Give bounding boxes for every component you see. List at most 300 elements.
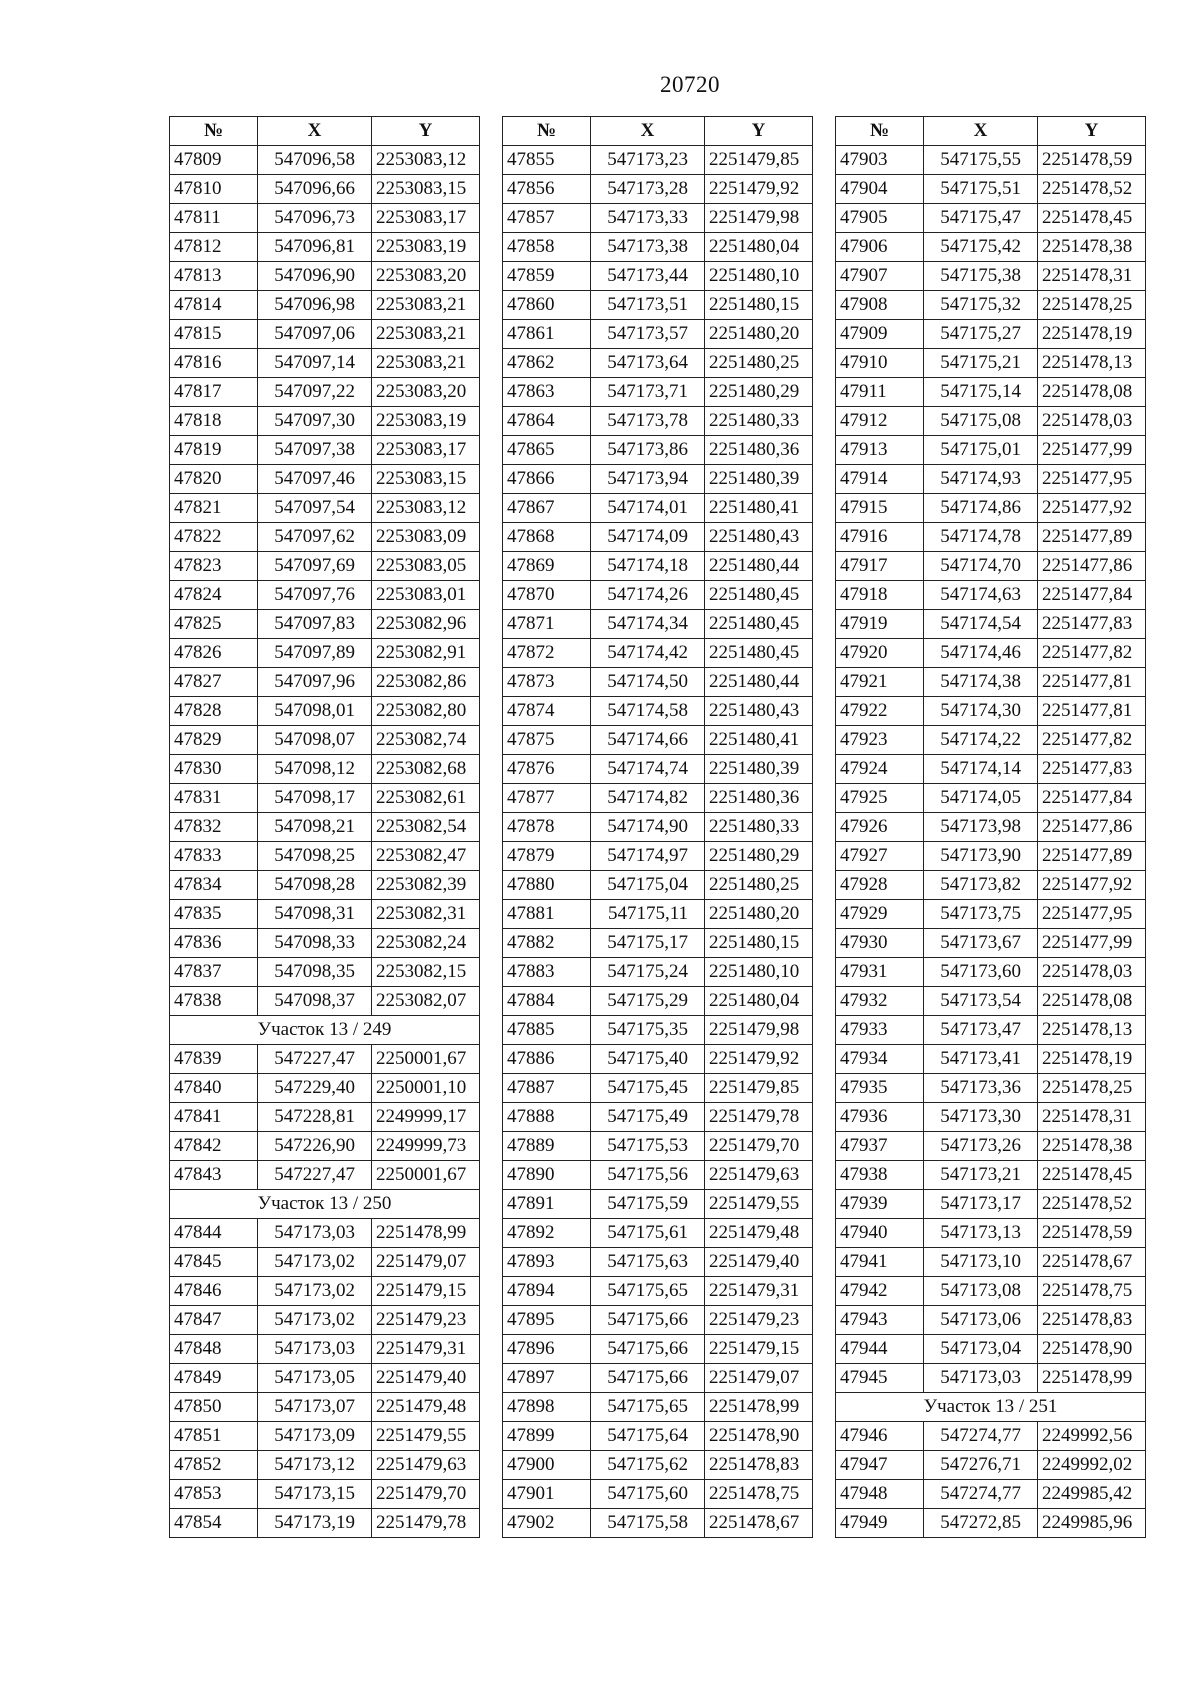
table-row [503,610,813,639]
table-row [170,1045,480,1074]
table-row [170,813,480,842]
table-row [503,262,813,291]
y-coordinate: 2251477,86 [1038,813,1146,842]
x-coordinate: 547173,02 [258,1277,372,1306]
table-row [836,378,1146,407]
y-coordinate: 2251479,98 [705,204,813,233]
y-coordinate: 2251479,63 [705,1161,813,1190]
point-number: 47851 [170,1422,258,1451]
x-coordinate: 547173,54 [924,987,1038,1016]
point-number: 47875 [503,726,591,755]
table-row [170,494,480,523]
x-coordinate: 547175,11 [591,900,705,929]
point-number: 47902 [503,1509,591,1538]
point-number: 47921 [836,668,924,697]
y-coordinate: 2251479,23 [705,1306,813,1335]
table-row [836,813,1146,842]
table-row [836,233,1146,262]
point-number: 47855 [503,146,591,175]
point-number: 47935 [836,1074,924,1103]
point-number: 47831 [170,784,258,813]
x-coordinate: 547227,47 [258,1045,372,1074]
point-number: 47892 [503,1219,591,1248]
x-coordinate: 547173,86 [591,436,705,465]
x-coordinate: 547175,40 [591,1045,705,1074]
x-coordinate: 547098,01 [258,697,372,726]
table-row [503,958,813,987]
point-number: 47925 [836,784,924,813]
x-coordinate: 547175,27 [924,320,1038,349]
section-row [170,1190,480,1219]
table-row [503,639,813,668]
table-row [170,204,480,233]
table-row [170,726,480,755]
point-number: 47842 [170,1132,258,1161]
table-row [503,552,813,581]
table-row [503,1132,813,1161]
x-coordinate: 547175,04 [591,871,705,900]
y-coordinate: 2251479,55 [372,1422,480,1451]
table-row [836,900,1146,929]
y-coordinate: 2251480,44 [705,552,813,581]
y-coordinate: 2251477,89 [1038,842,1146,871]
y-coordinate: 2251480,15 [705,929,813,958]
point-number: 47938 [836,1161,924,1190]
x-coordinate: 547173,26 [924,1132,1038,1161]
y-coordinate: 2251478,83 [1038,1306,1146,1335]
table-row [170,552,480,581]
y-coordinate: 2251477,83 [1038,610,1146,639]
table-row [170,320,480,349]
y-coordinate: 2250001,10 [372,1074,480,1103]
table-header-row [836,117,1146,146]
y-coordinate: 2251478,38 [1038,233,1146,262]
y-coordinate: 2251478,13 [1038,349,1146,378]
x-coordinate: 547098,07 [258,726,372,755]
point-number: 47848 [170,1335,258,1364]
point-number: 47944 [836,1335,924,1364]
table-row [503,813,813,842]
table-row [836,320,1146,349]
x-coordinate: 547098,12 [258,755,372,784]
x-coordinate: 547175,62 [591,1451,705,1480]
y-coordinate: 2251477,84 [1038,784,1146,813]
point-number: 47821 [170,494,258,523]
point-number: 47833 [170,842,258,871]
point-number: 47885 [503,1016,591,1045]
table-row [503,697,813,726]
table-row [170,784,480,813]
point-number: 47825 [170,610,258,639]
y-coordinate: 2251478,08 [1038,378,1146,407]
table-header-row [170,117,480,146]
x-coordinate: 547175,66 [591,1364,705,1393]
x-coordinate: 547173,64 [591,349,705,378]
table-row [503,407,813,436]
y-coordinate: 2253083,19 [372,233,480,262]
x-coordinate: 547175,65 [591,1393,705,1422]
x-coordinate: 547097,96 [258,668,372,697]
y-coordinate: 2250001,67 [372,1161,480,1190]
x-coordinate: 547174,50 [591,668,705,697]
point-number: 47886 [503,1045,591,1074]
point-number: 47854 [170,1509,258,1538]
table-row [170,1451,480,1480]
table-row [503,1248,813,1277]
y-coordinate: 2251479,85 [705,1074,813,1103]
x-coordinate: 547097,38 [258,436,372,465]
y-coordinate: 2251480,33 [705,407,813,436]
y-coordinate: 2251480,29 [705,842,813,871]
table-row [836,204,1146,233]
point-number: 47916 [836,523,924,552]
x-coordinate: 547098,33 [258,929,372,958]
table-row [170,1335,480,1364]
table-row [836,1277,1146,1306]
table-row [170,1509,480,1538]
x-coordinate: 547175,01 [924,436,1038,465]
x-coordinate: 547097,62 [258,523,372,552]
table-row [836,1451,1146,1480]
y-coordinate: 2251480,04 [705,233,813,262]
point-number: 47824 [170,581,258,610]
y-coordinate: 2253083,15 [372,465,480,494]
table-row [503,523,813,552]
point-number: 47858 [503,233,591,262]
x-coordinate: 547175,47 [924,204,1038,233]
x-coordinate: 547096,58 [258,146,372,175]
x-coordinate: 547097,46 [258,465,372,494]
number-column-header: № [503,117,591,146]
table-row [836,1103,1146,1132]
y-coordinate: 2251479,07 [372,1248,480,1277]
point-number: 47949 [836,1509,924,1538]
x-coordinate: 547097,22 [258,378,372,407]
y-coordinate: 2253083,05 [372,552,480,581]
point-number: 47910 [836,349,924,378]
table-row [836,1422,1146,1451]
x-coordinate: 547096,73 [258,204,372,233]
x-coordinate: 547173,03 [924,1364,1038,1393]
x-coordinate: 547175,24 [591,958,705,987]
y-coordinate: 2251479,92 [705,1045,813,1074]
point-number: 47919 [836,610,924,639]
point-number: 47844 [170,1219,258,1248]
x-coordinate: 547174,97 [591,842,705,871]
x-coordinate: 547096,81 [258,233,372,262]
point-number: 47871 [503,610,591,639]
y-coordinate: 2253082,47 [372,842,480,871]
table-row [503,494,813,523]
table-row [503,842,813,871]
table-row [170,436,480,465]
table-row [503,349,813,378]
point-number: 47915 [836,494,924,523]
table-row [503,1161,813,1190]
x-coordinate: 547173,94 [591,465,705,494]
point-number: 47936 [836,1103,924,1132]
table-row [836,1219,1146,1248]
point-number: 47884 [503,987,591,1016]
point-number: 47900 [503,1451,591,1480]
x-coordinate: 547175,17 [591,929,705,958]
table-row [503,1045,813,1074]
x-coordinate: 547096,98 [258,291,372,320]
point-number: 47828 [170,697,258,726]
table-row [836,639,1146,668]
table-row [503,900,813,929]
x-coordinate: 547173,44 [591,262,705,291]
table-row [836,1335,1146,1364]
point-number: 47836 [170,929,258,958]
point-number: 47924 [836,755,924,784]
y-coordinate: 2253082,96 [372,610,480,639]
y-coordinate: 2253083,17 [372,436,480,465]
table-row [170,929,480,958]
x-column-header: X [258,117,372,146]
y-coordinate: 2251477,92 [1038,871,1146,900]
section-title: Участок 13 / 250 [170,1190,480,1219]
x-coordinate: 547097,30 [258,407,372,436]
x-coordinate: 547173,75 [924,900,1038,929]
table-row [836,407,1146,436]
x-coordinate: 547229,40 [258,1074,372,1103]
y-coordinate: 2251478,90 [705,1422,813,1451]
table-row [836,1045,1146,1074]
y-coordinate: 2251478,67 [705,1509,813,1538]
y-coordinate: 2251479,07 [705,1364,813,1393]
y-coordinate: 2253083,20 [372,262,480,291]
table-row [503,1190,813,1219]
x-coordinate: 547174,42 [591,639,705,668]
table-row [836,668,1146,697]
table-row [836,1161,1146,1190]
y-coordinate: 2253083,12 [372,494,480,523]
table-row [170,523,480,552]
x-coordinate: 547096,90 [258,262,372,291]
point-number: 47827 [170,668,258,697]
table-row [503,581,813,610]
point-number: 47912 [836,407,924,436]
y-coordinate: 2251477,86 [1038,552,1146,581]
table-row [170,639,480,668]
x-coordinate: 547175,08 [924,407,1038,436]
point-number: 47837 [170,958,258,987]
point-number: 47903 [836,146,924,175]
y-coordinate: 2251479,55 [705,1190,813,1219]
point-number: 47865 [503,436,591,465]
table-row [503,146,813,175]
point-number: 47830 [170,755,258,784]
point-number: 47829 [170,726,258,755]
point-number: 47895 [503,1306,591,1335]
x-coordinate: 547097,89 [258,639,372,668]
y-coordinate: 2251477,81 [1038,668,1146,697]
x-coordinate: 547173,09 [258,1422,372,1451]
point-number: 47817 [170,378,258,407]
y-coordinate: 2251479,15 [372,1277,480,1306]
point-number: 47876 [503,755,591,784]
x-coordinate: 547173,78 [591,407,705,436]
table-row [836,349,1146,378]
x-coordinate: 547174,74 [591,755,705,784]
point-number: 47873 [503,668,591,697]
x-coordinate: 547175,56 [591,1161,705,1190]
point-number: 47891 [503,1190,591,1219]
point-number: 47839 [170,1045,258,1074]
point-number: 47931 [836,958,924,987]
table-row [503,784,813,813]
table-row [170,1422,480,1451]
y-coordinate: 2251479,92 [705,175,813,204]
section-row [170,1016,480,1045]
table-row [503,1335,813,1364]
x-coordinate: 547173,28 [591,175,705,204]
point-number: 47866 [503,465,591,494]
page-number: 20720 [660,72,720,97]
point-number: 47887 [503,1074,591,1103]
table-row [170,1219,480,1248]
point-number: 47874 [503,697,591,726]
number-column-header: № [836,117,924,146]
y-coordinate: 2251480,10 [705,262,813,291]
point-number: 47818 [170,407,258,436]
point-number: 47856 [503,175,591,204]
x-coordinate: 547173,41 [924,1045,1038,1074]
y-coordinate: 2253082,24 [372,929,480,958]
point-number: 47841 [170,1103,258,1132]
x-coordinate: 547173,98 [924,813,1038,842]
y-coordinate: 2253083,09 [372,523,480,552]
x-coordinate: 547174,66 [591,726,705,755]
table-row [170,1277,480,1306]
point-number: 47850 [170,1393,258,1422]
point-number: 47908 [836,291,924,320]
table-row [170,1248,480,1277]
x-coordinate: 547173,38 [591,233,705,262]
point-number: 47940 [836,1219,924,1248]
y-coordinate: 2251480,39 [705,755,813,784]
y-coordinate: 2251477,95 [1038,465,1146,494]
x-coordinate: 547175,29 [591,987,705,1016]
point-number: 47946 [836,1422,924,1451]
x-coordinate: 547097,69 [258,552,372,581]
table-row [503,929,813,958]
point-number: 47899 [503,1422,591,1451]
point-number: 47928 [836,871,924,900]
x-coordinate: 547173,30 [924,1103,1038,1132]
table-row [503,291,813,320]
y-coordinate: 2251477,82 [1038,726,1146,755]
x-coordinate: 547175,38 [924,262,1038,291]
x-coordinate: 547173,02 [258,1248,372,1277]
point-number: 47913 [836,436,924,465]
point-number: 47869 [503,552,591,581]
point-number: 47881 [503,900,591,929]
table-row [836,610,1146,639]
x-coordinate: 547175,53 [591,1132,705,1161]
x-coordinate: 547098,35 [258,958,372,987]
point-number: 47843 [170,1161,258,1190]
table-row [836,784,1146,813]
y-coordinate: 2251479,31 [372,1335,480,1364]
y-coordinate: 2253082,61 [372,784,480,813]
y-coordinate: 2253083,21 [372,349,480,378]
y-coordinate: 2251479,98 [705,1016,813,1045]
table-row [836,1016,1146,1045]
y-coordinate: 2251480,43 [705,697,813,726]
table-row [836,1364,1146,1393]
y-coordinate: 2253082,15 [372,958,480,987]
x-coordinate: 547173,15 [258,1480,372,1509]
point-number: 47896 [503,1335,591,1364]
point-number: 47849 [170,1364,258,1393]
y-coordinate: 2251478,52 [1038,175,1146,204]
x-coordinate: 547227,47 [258,1161,372,1190]
table-row [836,726,1146,755]
x-coordinate: 547175,64 [591,1422,705,1451]
y-coordinate: 2251480,41 [705,494,813,523]
point-number: 47897 [503,1364,591,1393]
table-row [836,465,1146,494]
x-coordinate: 547173,05 [258,1364,372,1393]
x-coordinate: 547175,66 [591,1306,705,1335]
table-row [503,1277,813,1306]
y-coordinate: 2251479,48 [705,1219,813,1248]
y-coordinate: 2251478,67 [1038,1248,1146,1277]
table-row [836,871,1146,900]
x-coordinate: 547175,66 [591,1335,705,1364]
x-coordinate: 547175,32 [924,291,1038,320]
table-row [836,755,1146,784]
x-coordinate: 547173,12 [258,1451,372,1480]
table-row [836,929,1146,958]
x-coordinate: 547096,66 [258,175,372,204]
point-number: 47838 [170,987,258,1016]
point-number: 47819 [170,436,258,465]
x-coordinate: 547173,08 [924,1277,1038,1306]
y-coordinate: 2251480,45 [705,639,813,668]
table-row [836,436,1146,465]
point-number: 47814 [170,291,258,320]
x-coordinate: 547173,71 [591,378,705,407]
y-coordinate: 2251478,19 [1038,1045,1146,1074]
table-row [170,1306,480,1335]
x-coordinate: 547175,35 [591,1016,705,1045]
y-coordinate: 2253082,68 [372,755,480,784]
point-number: 47864 [503,407,591,436]
y-coordinate: 2251480,29 [705,378,813,407]
point-number: 47834 [170,871,258,900]
table-row [503,320,813,349]
table-row [836,552,1146,581]
x-coordinate: 547173,67 [924,929,1038,958]
point-number: 47889 [503,1132,591,1161]
x-coordinate: 547174,86 [924,494,1038,523]
point-number: 47870 [503,581,591,610]
point-number: 47888 [503,1103,591,1132]
point-number: 47914 [836,465,924,494]
x-coordinate: 547174,14 [924,755,1038,784]
table-row [836,1190,1146,1219]
x-coordinate: 547173,33 [591,204,705,233]
y-coordinate: 2251480,25 [705,349,813,378]
y-coordinate: 2251478,25 [1038,1074,1146,1103]
x-coordinate: 547098,25 [258,842,372,871]
table-row [503,378,813,407]
point-number: 47948 [836,1480,924,1509]
point-number: 47926 [836,813,924,842]
